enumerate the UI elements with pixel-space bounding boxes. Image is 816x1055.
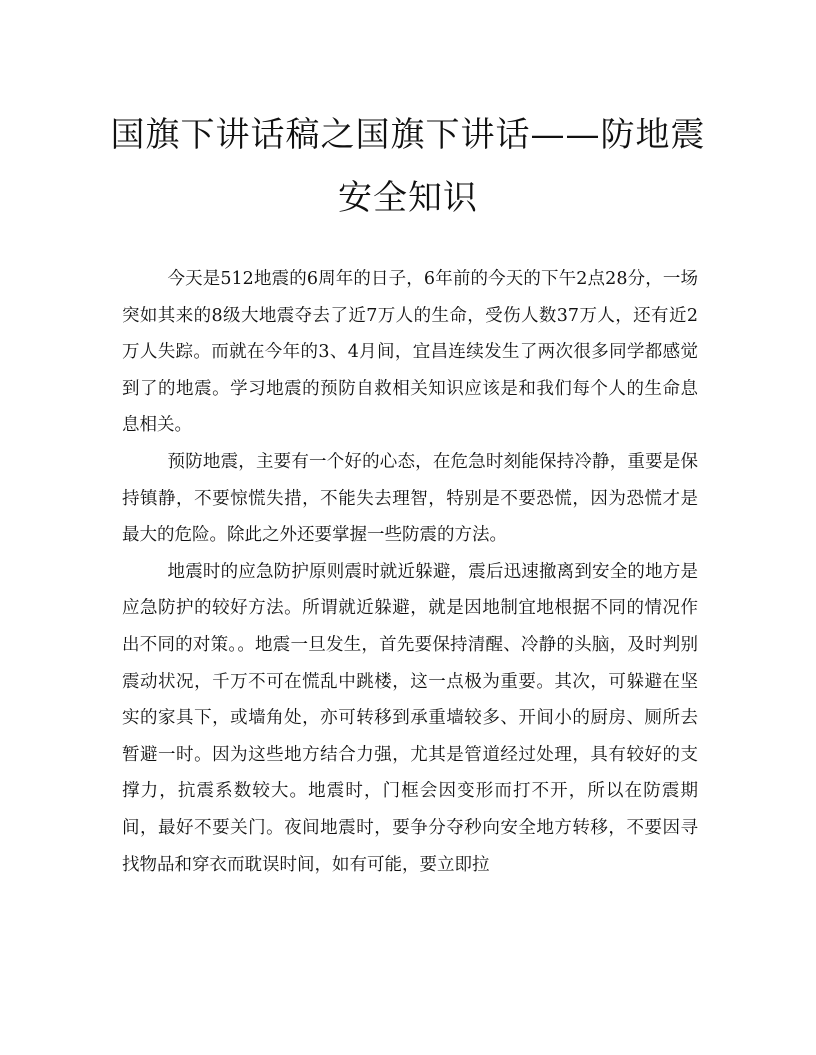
paragraph-2: 预防地震，主要有一个好的心态，在危急时刻能保持冷静，重要是保持镇静，不要惊慌失措，不能失去理智，特别是不要恐慌，因为恐慌才是最大的危险。除此之外还要掌握一些防震的方法。 (122, 451, 698, 546)
document-title: 国旗下讲话稿之国旗下讲话——防地震安全知识 (110, 115, 706, 218)
paragraph-3: 地震时的应急防护原则震时就近躲避，震后迅速撤离到安全的地方是应急防护的较好方法。所谓就近躲避，就是因地制宜地根据不同的情况作出不同的对策。。地震一旦发生，首先要保持清醒、冷静的头脑，及时判别震动状况，千万不可在慌乱中跳楼，这一点极为重要。其次，可躲避在坚实的家具下，或墙角处，亦可转移到承重墙较多、开间小的厨房、厕所去暂避一时。因为这些地方结合力强，尤其是管道经过处理，具有较好的支撑力，抗震系数较大。地震时，门框会因变形而打不开，所以在防震期间，最好不要关门。夜间地震时，要争分夺秒向安全地方转移，不要因寻找物品和穿衣而耽误时间，如有可能，要立即拉 (122, 561, 698, 875)
paragraph-1: 今天是512地震的6周年的日子，6年前的今天的下午2点28分，一场突如其来的8级大地震夺去了近7万人的生命，受伤人数37万人，还有近2万人失踪。而就在今年的3、4月间，宜昌连续发生了两次很多同学都感觉到了的地震。学习地震的预防自救相关知识应该是和我们每个人的生命息息相关。 (122, 269, 698, 436)
document-body (122, 261, 698, 883)
